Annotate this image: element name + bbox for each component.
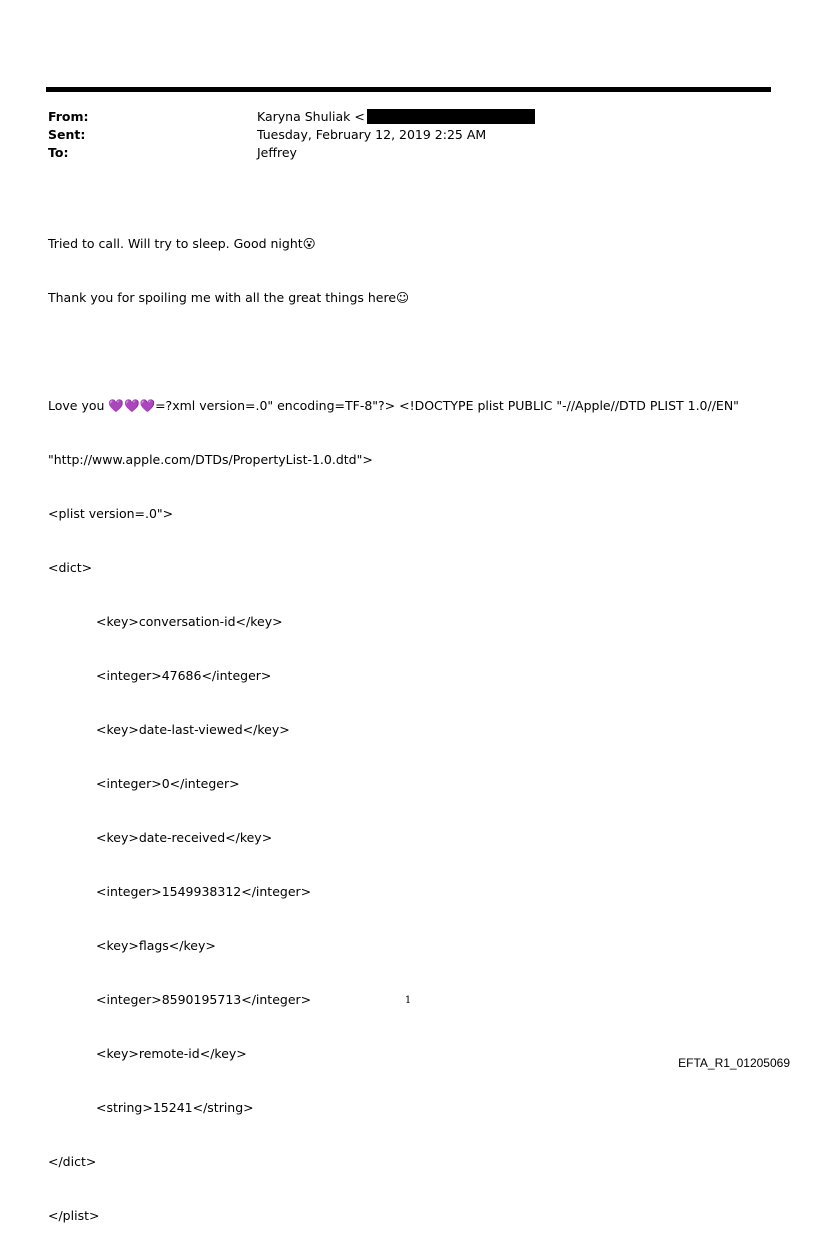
body-line: <key>conversation-id</key> (96, 614, 283, 629)
body-line: <integer>0</integer> (96, 776, 240, 791)
redaction-block (367, 109, 535, 124)
body-line: Love you 💜💜💜=?xml version=.0" encoding=TF-8"?> <!DOCTYPE plist PUBLIC "-//Apple//DTD PLIST 1.0//EN" (48, 398, 739, 413)
body-line: <integer>1549938312</integer> (96, 884, 312, 899)
email-body (48, 199, 768, 1243)
sender-name: Karyna Shuliak < (257, 109, 365, 124)
header-rule (46, 87, 771, 92)
body-line: <key>remote-id</key> (96, 1046, 247, 1061)
body-line: <dict> (48, 560, 93, 575)
body-line: <key>flags</key> (96, 938, 216, 953)
sent-row (48, 126, 748, 144)
to-label: To: (48, 145, 69, 160)
blank-line (48, 343, 768, 361)
sent-label: Sent: (48, 127, 86, 142)
to-row (48, 144, 748, 162)
body-line: Tried to call. Will try to sleep. Good night😮 (48, 236, 316, 251)
body-line: </dict> (48, 1154, 97, 1169)
body-line: <string>15241</string> (96, 1100, 254, 1115)
body-line: <integer>8590195713</integer> (96, 992, 312, 1007)
body-line: <plist version=.0"> (48, 506, 174, 521)
body-line: <key>date-last-viewed</key> (96, 722, 290, 737)
sent-value: Tuesday, February 12, 2019 2:25 AM (257, 127, 487, 142)
body-line: <integer>47686</integer> (96, 668, 272, 683)
from-label: From: (48, 109, 89, 124)
from-row (48, 108, 748, 126)
from-value (257, 108, 535, 126)
to-value: Jeffrey (257, 145, 297, 160)
body-line: "http://www.apple.com/DTDs/PropertyList-1.0.dtd"> (48, 452, 373, 467)
page-number: 1 (404, 995, 412, 1006)
body-line: <key>date-received</key> (96, 830, 273, 845)
body-line: </plist> (48, 1208, 100, 1223)
email-header (48, 108, 748, 162)
body-line: Thank you for spoiling me with all the great things here☺ (48, 290, 410, 305)
document-id: EFTA_R1_01205069 (678, 1056, 790, 1070)
